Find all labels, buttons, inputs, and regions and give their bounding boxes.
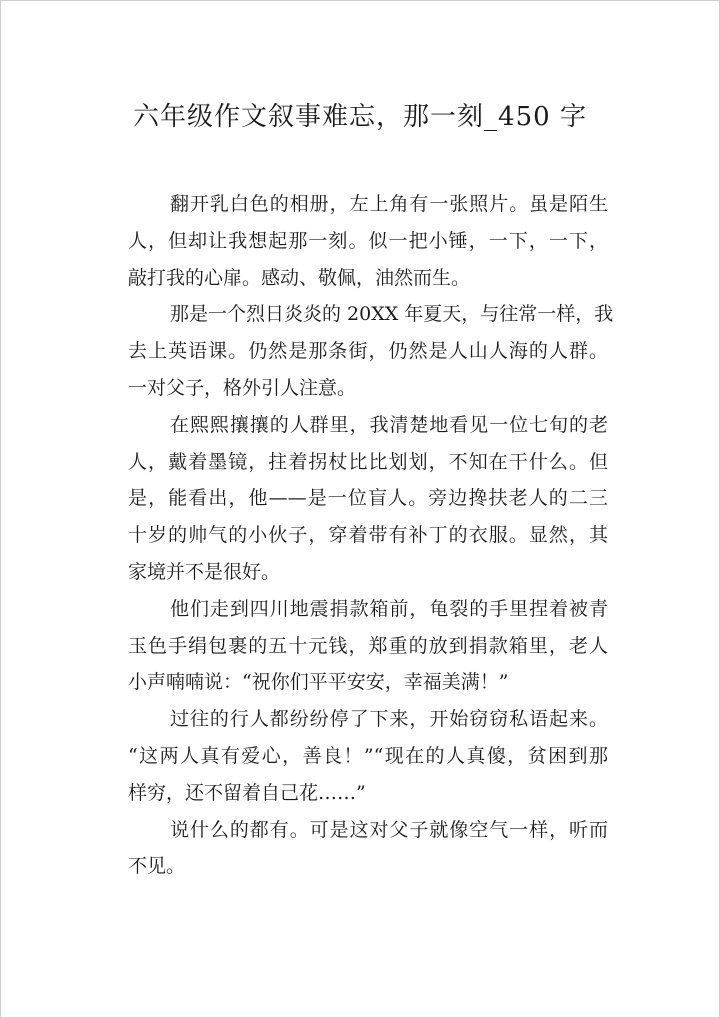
text-line: 在熙熙攘攘的人群里，我清楚地看见一位七旬的老 bbox=[170, 413, 608, 436]
paragraph bbox=[128, 591, 608, 701]
text-line: 一对父子，格外引人注意。 bbox=[128, 376, 357, 399]
text-line: 十岁的帅气的小伙子，穿着带有补丁的衣服。显然，其 bbox=[128, 524, 608, 547]
paragraph bbox=[128, 812, 608, 886]
text-line: 是，能看出，他——是一位盲人。旁边搀扶老人的二三 bbox=[128, 487, 608, 510]
text-line: 不见。 bbox=[128, 855, 186, 878]
text-line: 那是一个烈日炎炎的 20XX 年夏天，与往常一样，我 bbox=[170, 303, 614, 326]
text-line: 人，戴着墨镜，拄着拐杖比比划划，不知在干什么。但 bbox=[128, 450, 608, 473]
text-line: 说什么的都有。可是这对父子就像空气一样，听而 bbox=[170, 818, 608, 841]
text-line: 翻开乳白色的相册，左上角有一张照片。虽是陌生 bbox=[170, 193, 608, 215]
text-line: 敲打我的心扉。感动、敬佩，油然而生。 bbox=[128, 266, 471, 289]
text-line: 过往的行人都纷纷停了下来，开始窃窃私语起来。 bbox=[170, 708, 608, 731]
document-title: 六年级作文叙事难忘，那一刻_450 字 bbox=[133, 102, 587, 132]
paragraph bbox=[128, 186, 608, 296]
text-line: 样穷，还不留着自己花……” bbox=[128, 781, 366, 804]
text-line: 去上英语课。仍然是那条街，仍然是人山人海的人群。 bbox=[128, 340, 608, 363]
text-line: 小声喃喃说：“祝你们平平安安，幸福美满！” bbox=[128, 671, 509, 694]
paragraph bbox=[128, 296, 614, 406]
text-line: 他们走到四川地震捐款箱前，龟裂的手里捏着被青 bbox=[170, 597, 608, 620]
text-line: 人，但却让我想起那一刻。似一把小锤，一下，一下， bbox=[128, 229, 608, 252]
text-line: 家境并不是很好。 bbox=[128, 560, 281, 583]
document-body bbox=[128, 186, 614, 885]
text-line: 玉色手绢包裹的五十元钱，郑重的放到捐款箱里，老人 bbox=[128, 634, 608, 657]
paragraph bbox=[128, 407, 608, 591]
text-line: “这两人真有爱心，善良！”“现在的人真傻，贫困到那 bbox=[128, 744, 608, 767]
paragraph bbox=[128, 701, 608, 811]
